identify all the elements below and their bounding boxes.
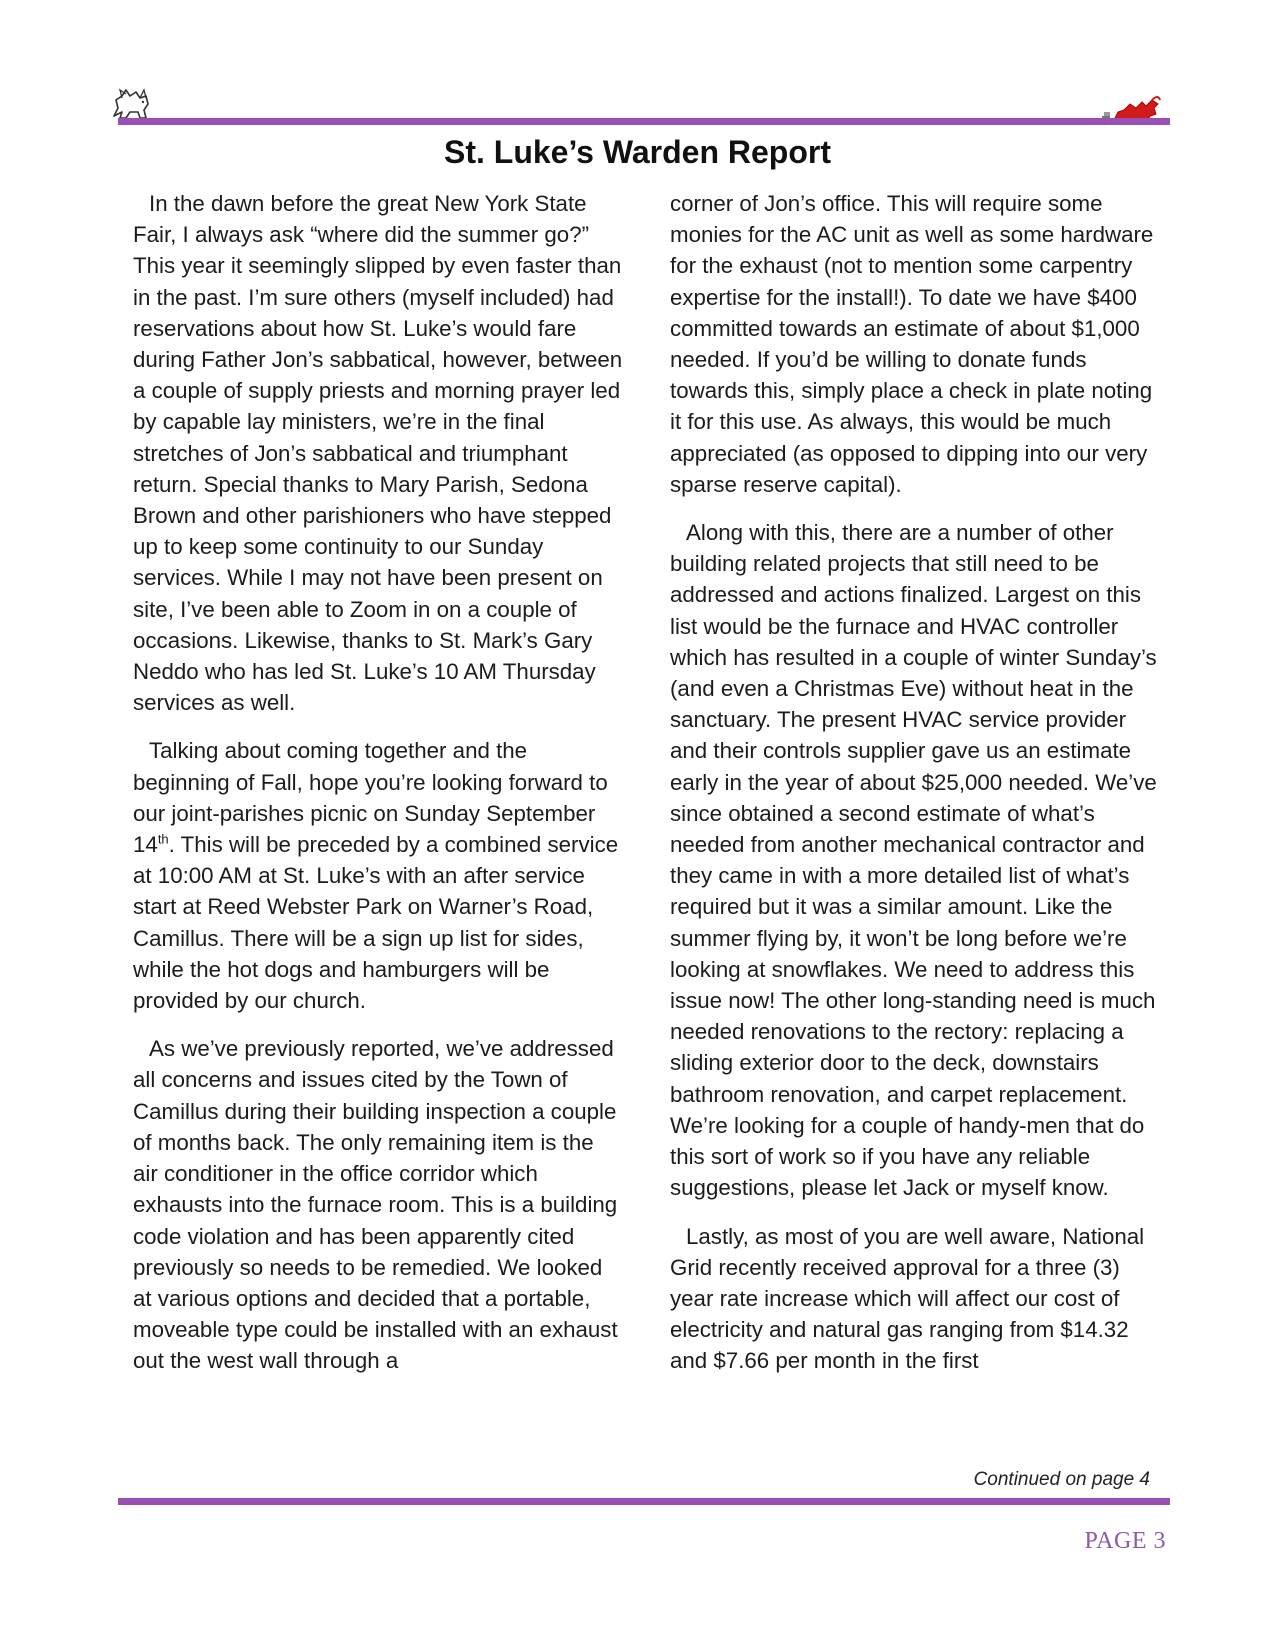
page-number: PAGE 3 — [1084, 1528, 1166, 1554]
paragraph: Along with this, there are a number of other building related projects that still need to be addressed and actions finalized. Largest on this list would be the furnace and HVAC controller which has resulted in a couple of winter Sunday’s (and even a Christmas Eve) without heat in the sanctuary. The present HVAC service provider and their controls supplier gave us an estimate early in the year of about $25,000 needed. We’ve since obtained a second estimate of what’s needed from another mechanical contractor and they came in with a more detailed list of what’s required but it was a similar amount. Like the summer flying by, it won’t be long before we’re looking at snowflakes. We need to address this issue now! The other long-standing need is much needed renovations to the rectory: replacing a sliding exterior door to the deck, downstairs bathroom renovation, and carpet replacement. We’re looking for a couple of handy-men that do this sort of work so if you have any reliable suggestions, please let Jack or myself know. — [670, 520, 1157, 1201]
paragraph-text: . This will be preceded by a combined service at 10:00 AM at St. Luke’s with an after service start at Reed Webster Park on Warner’s Road, Camillus. There will be a sign up list for sides, while the hot dogs and hamburgers will be provided by our church. — [133, 832, 619, 1014]
article-title: St. Luke’s Warden Report — [443, 134, 831, 170]
header-rule — [118, 118, 1170, 125]
continued-note: Continued on page 4 — [973, 1469, 1150, 1490]
paragraph: As we’ve previously reported, we’ve addressed all concerns and issues cited by the Town of Camillus during their building inspection a couple of months back. The only remaining item is the air conditioner in the office corridor which exhausts into the furnace room. This is a building code violation and has been apparently cited previously so needs to be remedied. We looked at various options and decided that a portable, moveable type could be installed with an exhaust out the west wall through a — [133, 1036, 618, 1374]
ordinal-suffix: th — [157, 831, 169, 847]
right-column — [670, 188, 1160, 1394]
footer-rule — [118, 1498, 1170, 1505]
paragraph: In the dawn before the great New York State Fair, I always ask “where did the summer go?” This year it seemingly slipped by even faster than in the past. I’m sure others (myself included) had reservations about how St. Luke’s would fare during Father Jon’s sabbatical, however, between a couple of supply priests and morning prayer led by capable lay ministers, we’re in the final stretches of Jon’s sabbatical and triumphant return. Special thanks to Mary Parish, Sedona Brown and other parishioners who have stepped up to keep some continuity to our Sunday services. While I may not have been present on site, I’ve been able to Zoom in on a couple of occasions. Likewise, thanks to St. Mark’s Gary Neddo who has led St. Luke’s 10 AM Thursday services as well. — [133, 191, 623, 716]
left-column — [133, 188, 623, 1394]
paragraph: corner of Jon’s office. This will require some monies for the AC unit as well as some hardware for the exhaust (not to mention some carpentry expertise for the install!). To date we have $400 committed towards an estimate of about $1,000 needed. If you’d be willing to donate funds towards this, simply place a check in plate noting it for this use. As always, this would be much appreciated (as opposed to dipping into our very sparse reserve capital). — [670, 191, 1154, 497]
winged-lion-icon — [110, 86, 152, 122]
paragraph: Lastly, as most of you are well aware, National Grid recently received approval for a three (3) year rate increase which will affect our cost of electricity and natural gas ranging from $14.32 and $7.66 per month in the first — [670, 1223, 1145, 1374]
paragraph — [133, 735, 623, 1016]
paragraph-text: Talking about coming together and the beginning of Fall, hope you’re looking forward to our joint-parishes picnic on Sunday September 14 — [133, 738, 608, 858]
